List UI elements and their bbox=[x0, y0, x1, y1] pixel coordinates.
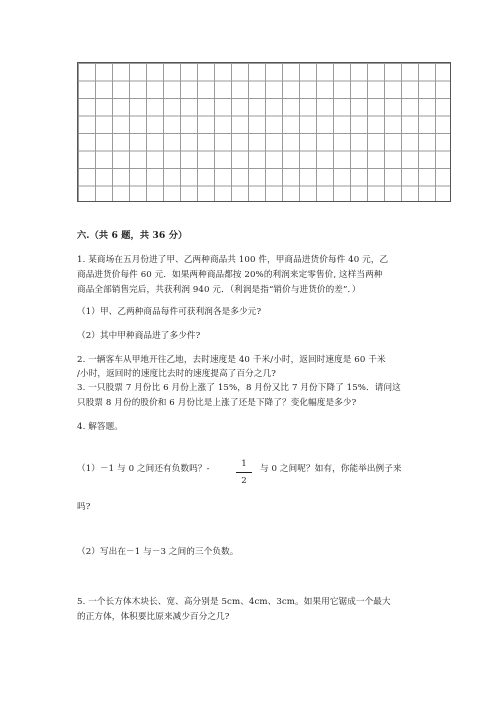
q1-line1: 1. 某商场在五月份进了甲、乙两种商品共 100 件，甲商品进货价每件 40 元，乙 bbox=[77, 255, 389, 265]
q3-line2: 只股票 8 月份的股价和 6 月份比是上涨了还是下降了？变化幅度是多少? bbox=[77, 398, 357, 408]
q4-title: 4. 解答题。 bbox=[77, 422, 124, 432]
q1-sub2: （2）其中甲种商品进了多少件? bbox=[77, 331, 201, 341]
q4-sub1-after: 与 0 之间呢？如有，你能举出例子来 bbox=[260, 464, 402, 474]
fraction-denominator: 2 bbox=[241, 476, 247, 486]
q4-sub1-before: （1）－1 与 0 之间还有负数吗？- bbox=[77, 464, 210, 474]
q4-sub1-wrap: 吗? bbox=[77, 502, 91, 512]
answer-grid bbox=[77, 62, 451, 202]
fraction-one-half bbox=[236, 459, 252, 487]
q2-line2: /小时，返回时的速度比去时的速度提高了百分之几? bbox=[77, 369, 276, 379]
section-title: 六.（共 6 题，共 36 分） bbox=[77, 230, 188, 241]
q1-sub1: （1）甲、乙两种商品每件可获利润各是多少元? bbox=[77, 307, 262, 317]
q5-line1: 5. 一个长方体木块长、宽、高分别是 5cm、4cm、3cm。如果用它锯成一个最大 bbox=[77, 597, 391, 607]
q2-line1: 2. 一辆客车从甲地开往乙地，去时速度是 40 千米/小时，返回时速度是 60 千米 bbox=[77, 355, 386, 365]
fraction-numerator: 1 bbox=[236, 459, 252, 473]
q3-line1: 3. 一只股票 7 月份比 6 月份上涨了 15%，8 月份又比 7 月份下降了 15%．请问这 bbox=[77, 383, 401, 393]
q5-line2: 的正方体，体积要比原来减少百分之几? bbox=[77, 612, 230, 622]
q1-line3: 商品全部销售完后，共获利润 940 元．（利润是指“销价与进货价的差”．） bbox=[77, 285, 361, 295]
q4-sub2: （2）写出在－1 与－3 之间的三个负数。 bbox=[77, 547, 239, 557]
q1-line2: 商品进货价每件 60 元．如果两种商品都按 20%的利润来定零售价, 这样当两种 bbox=[77, 270, 383, 280]
